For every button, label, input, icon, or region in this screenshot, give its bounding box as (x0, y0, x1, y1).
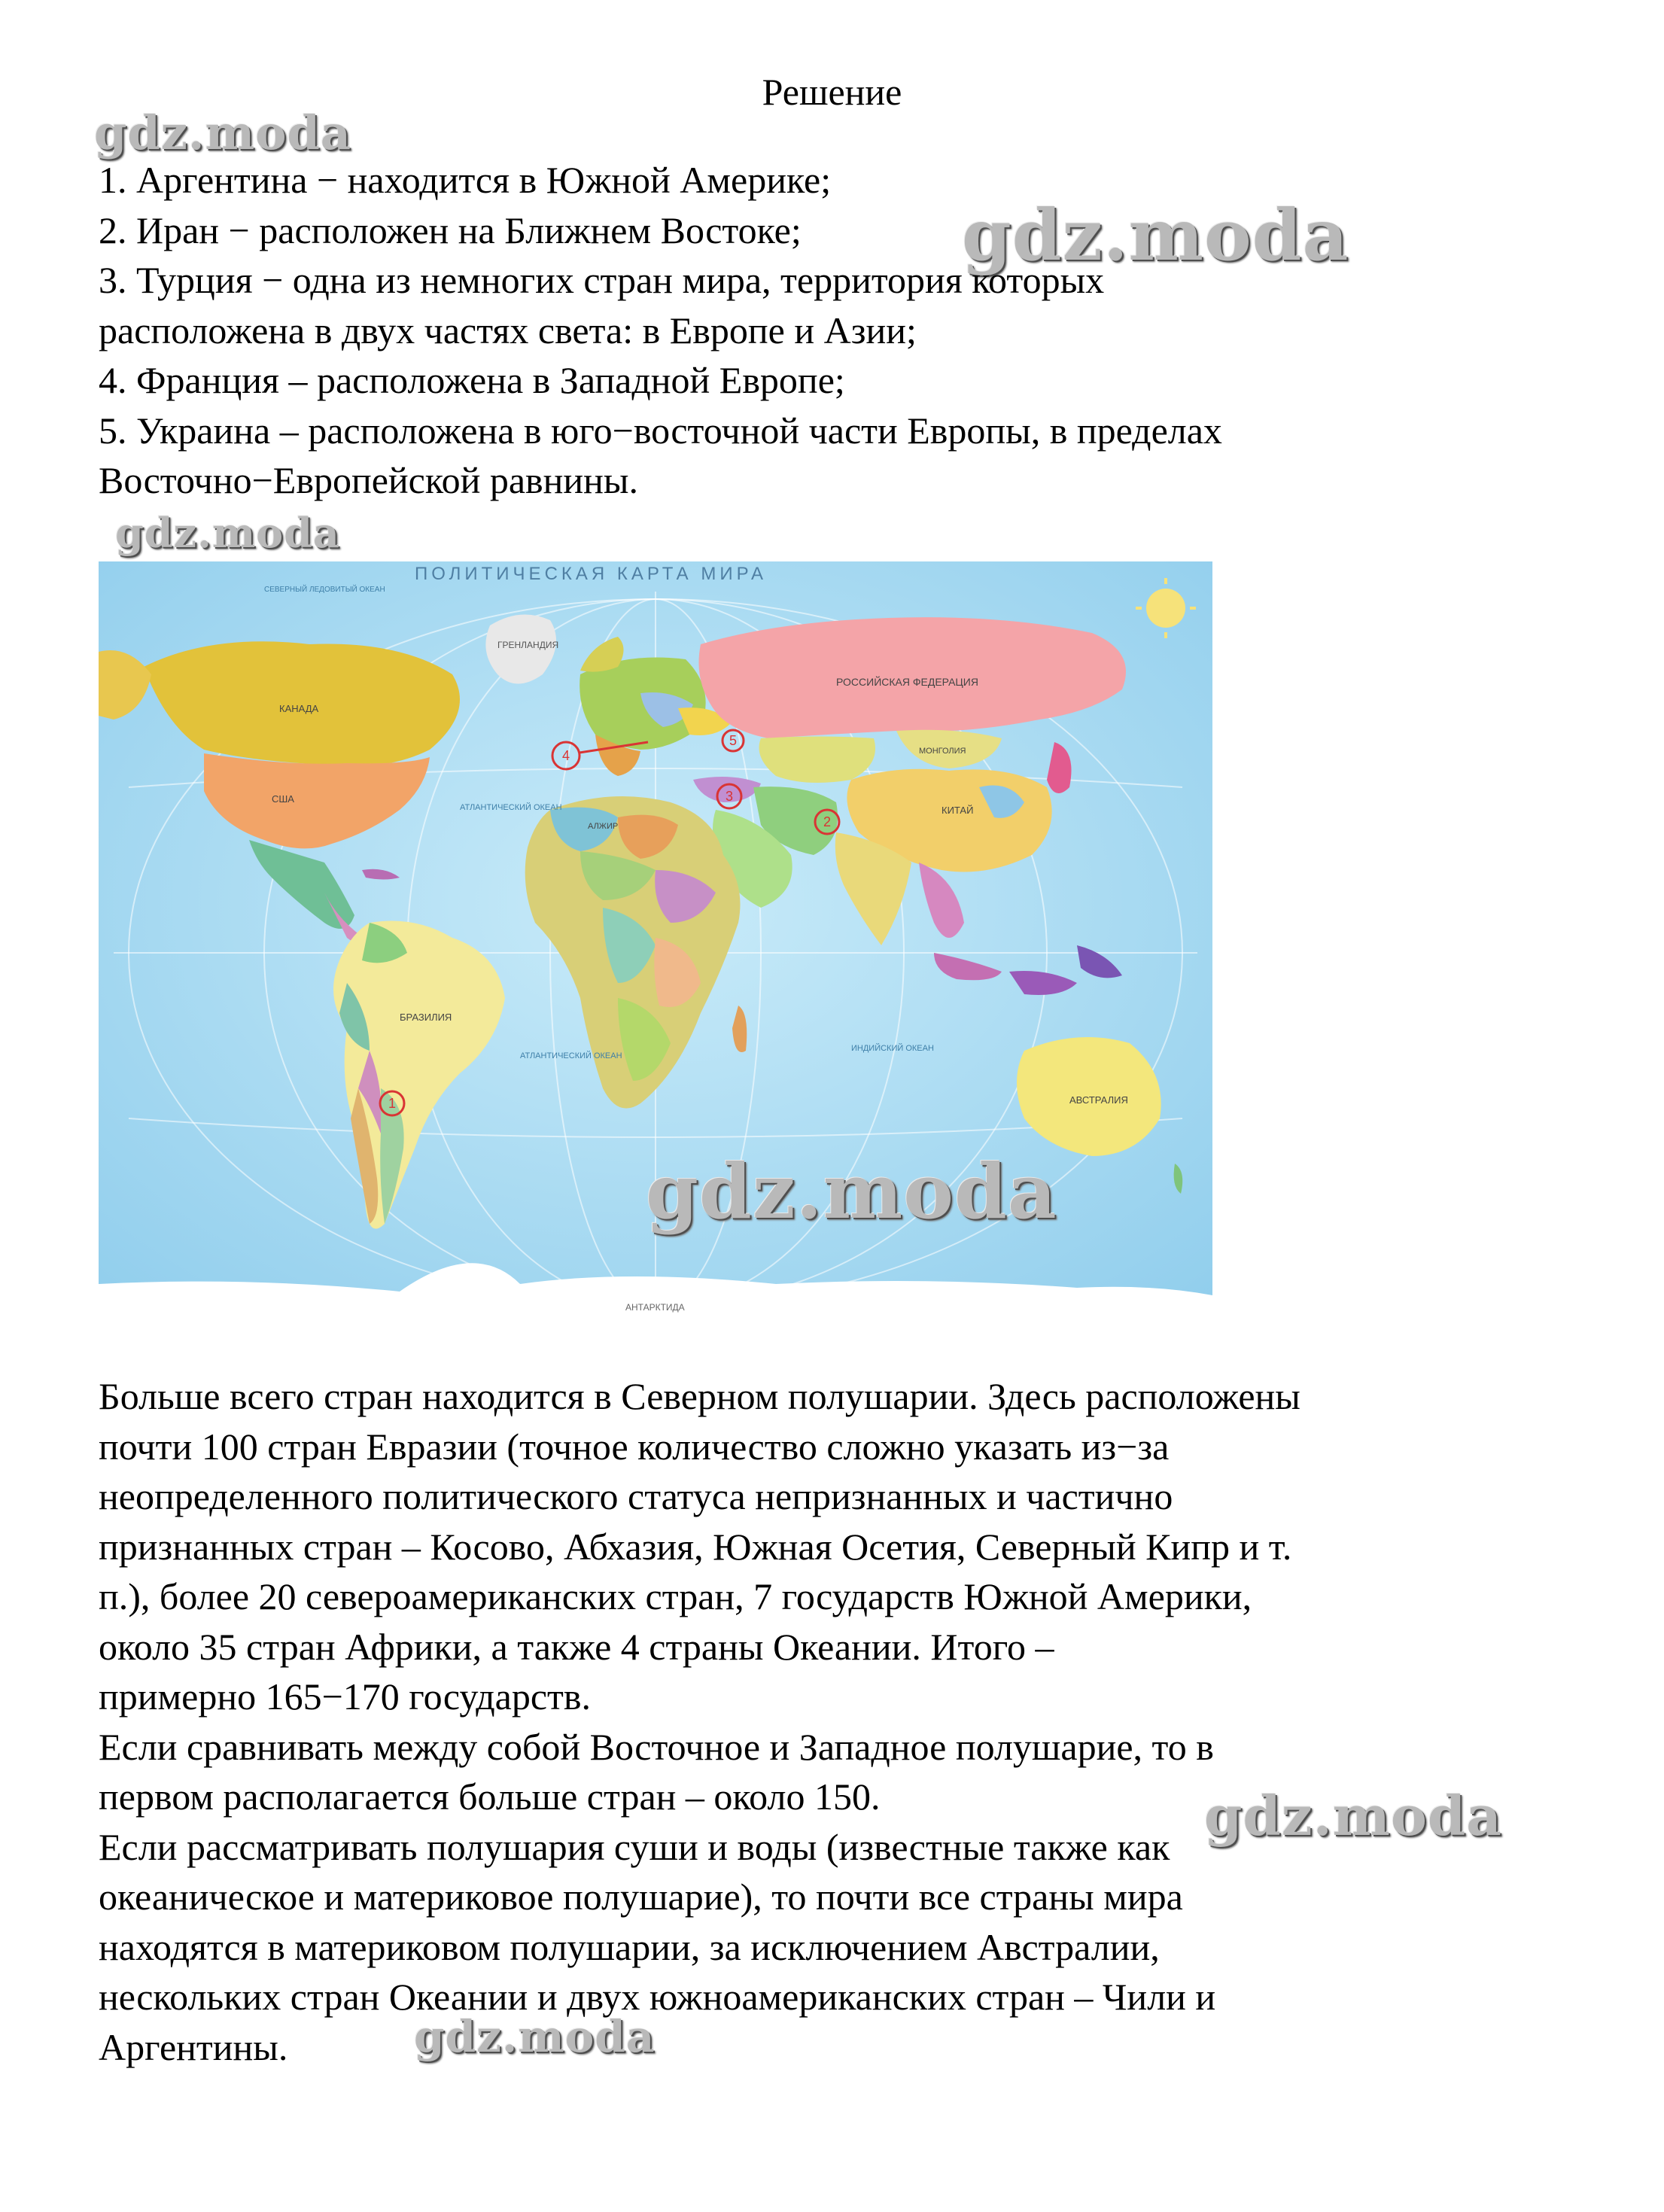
map-label-atlantic-south: АТЛАНТИЧЕСКИЙ ОКЕАН (520, 1051, 622, 1060)
paragraph-line: примерно 165−170 государств. (99, 1675, 591, 1718)
watermark: gdz.moda (115, 509, 340, 557)
paragraph-line: океаническое и материковое полушарие), то почти все страны мира (99, 1876, 1183, 1918)
map-label-russia: РОССИЙСКАЯ ФЕДЕРАЦИЯ (836, 676, 978, 688)
watermark: gdz.moda (1204, 1784, 1502, 1848)
map-label-antarctica: АНТАРКТИДА (625, 1302, 685, 1313)
watermark: gdz.moda (414, 2011, 656, 2062)
answer-line: 3. Турция − одна из немногих стран мира, территория которых (99, 259, 1105, 301)
map-label-brazil: БРАЗИЛИЯ (400, 1012, 452, 1023)
map-title: ПОЛИТИЧЕСКАЯ КАРТА МИРА (415, 564, 767, 584)
map-label-mongolia: МОНГОЛИЯ (919, 747, 966, 756)
answer-line: 1. Аргентина − находится в Южной Америке; (99, 159, 832, 201)
political-world-map (99, 561, 1212, 1322)
marker-3-label: 3 (725, 789, 734, 804)
map-label-usa: США (272, 793, 294, 805)
map-label-australia: АВСТРАЛИЯ (1069, 1094, 1128, 1106)
paragraph-line: Если сравнивать между собой Восточное и Западное полушарие, то в (99, 1725, 1214, 1768)
map-label-indian-ocean: ИНДИЙСКИЙ ОКЕАН (851, 1044, 934, 1053)
paragraph-line: нескольких стран Океании и двух южноамериканских стран – Чили и (99, 1976, 1216, 2018)
answer-line: 2. Иран − расположен на Ближнем Востоке; (99, 208, 802, 251)
map-label-canada: КАНАДА (279, 703, 319, 714)
paragraph-line: почти 100 стран Евразии (точное количество сложно указать из−за (99, 1425, 1170, 1468)
paragraph-line: Если рассматривать полушария суши и воды (известные также как (99, 1825, 1170, 1868)
answer-line: расположена в двух частях света: в Европе и Азии; (99, 309, 917, 351)
paragraph-line: Аргентины. (99, 2025, 288, 2068)
map-label-arctic-ocean: СЕВЕРНЫЙ ЛЕДОВИТЫЙ ОКЕАН (264, 586, 385, 594)
paragraph-line: неопределенного политического статуса непризнанных и частично (99, 1475, 1173, 1517)
paragraph-line: около 35 стран Африки, а также 4 страны Океании. Итого – (99, 1625, 1054, 1668)
map-label-algeria: АЛЖИР (588, 822, 619, 831)
page-title: Решение (762, 71, 902, 113)
answer-line: Восточно−Европейской равнины. (99, 459, 639, 501)
marker-1-label: 1 (388, 1096, 397, 1111)
explanation-text (99, 1371, 1574, 2072)
watermark: gdz.moda (646, 1147, 1057, 1236)
paragraph-line: находятся в материковом полушарии, за исключением Австралии, (99, 1925, 1160, 1968)
answer-line: 4. Франция – расположена в Западной Европе; (99, 359, 845, 401)
paragraph-line: Больше всего стран находится в Северном полушарии. Здесь расположены (99, 1375, 1300, 1417)
watermark: gdz.moda (94, 105, 351, 160)
marker-2-label: 2 (823, 814, 832, 829)
paragraph-line: признанных стран – Косово, Абхазия, Южная Осетия, Северный Кипр и т. (99, 1525, 1292, 1568)
map-label-atlantic-north: АТЛАНТИЧЕСКИЙ ОКЕАН (460, 803, 562, 812)
map-label-china: КИТАЙ (942, 805, 974, 816)
marker-5-label: 5 (729, 733, 738, 748)
marker-4-label: 4 (561, 748, 570, 763)
paragraph-line: первом располагается больше стран – около 150. (99, 1775, 881, 1818)
paragraph-line: п.), более 20 североамериканских стран, 7 государств Южной Америки, (99, 1575, 1252, 1617)
map-label-greenland: ГРЕНЛАНДИЯ (497, 640, 559, 650)
answers-list (99, 155, 1574, 506)
watermark: gdz.moda (962, 194, 1349, 277)
answer-line: 5. Украина – расположена в юго−восточной части Европы, в пределах (99, 409, 1222, 452)
